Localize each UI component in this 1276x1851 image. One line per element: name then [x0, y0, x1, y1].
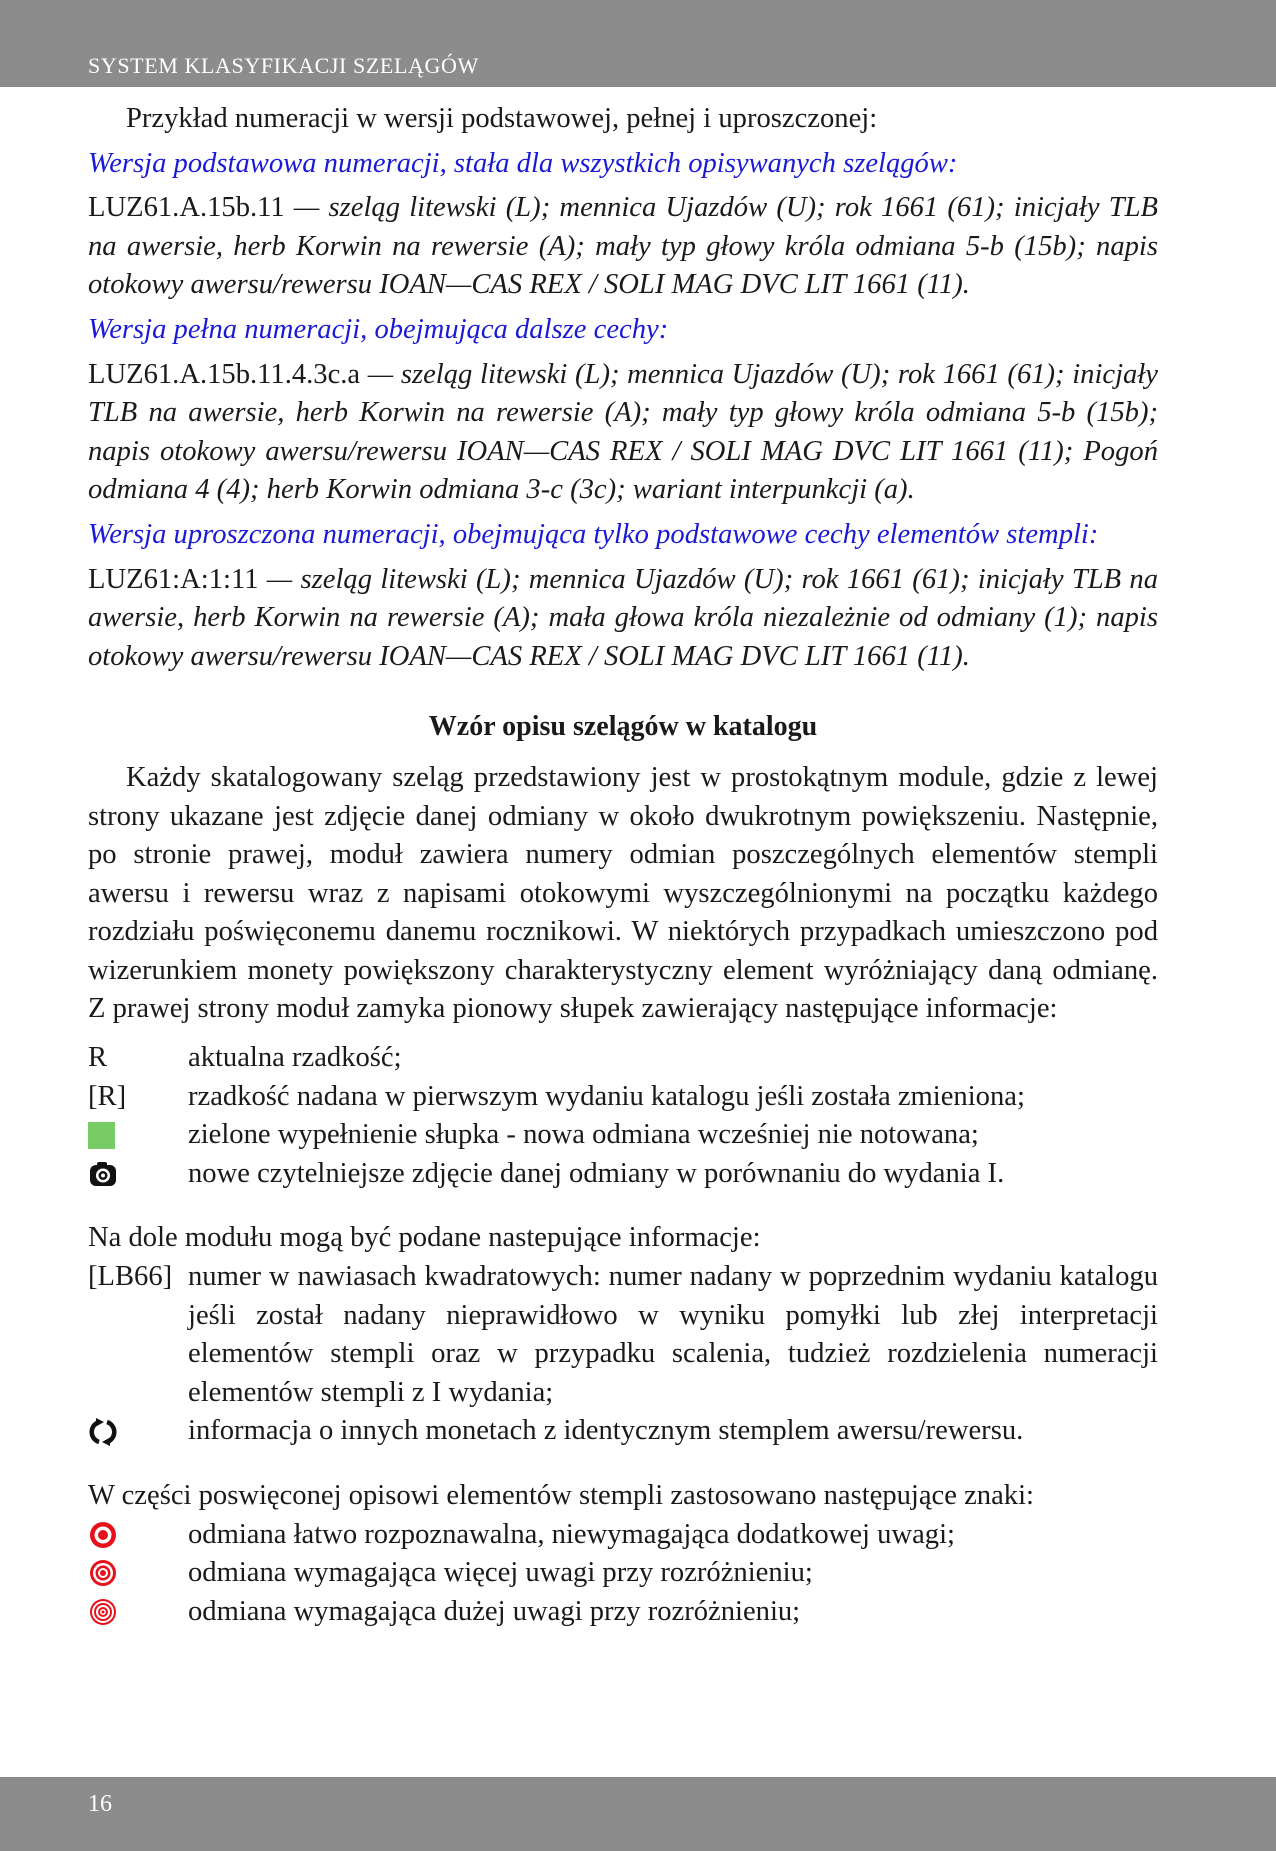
legend-text: aktualna rzadkość;: [188, 1042, 402, 1074]
example-basic: [88, 189, 1158, 305]
example-code: LUZ61:A:1:11: [88, 563, 259, 595]
legend-row: [88, 1258, 1158, 1412]
legend-text: informacja o innych monetach z identycznym stemplem awersu/rewersu.: [188, 1415, 1024, 1447]
section-heading: Wzór opisu szelągów w katalogu: [428, 711, 818, 743]
legend-symbol: [R]: [88, 1080, 127, 1112]
legend-row: [88, 1554, 1158, 1593]
page-header: [0, 0, 1276, 87]
signs-list: [88, 1516, 1158, 1632]
legend-text: numer w nawiasach kwadratowych: numer nadany w poprzednim wydaniu katalogu jeśli został nadany nieprawidłowo w wyniku pomyłki lub złej interpretacji elementów stempli oraz w przypadku scalenia, tudzież rozdzielenia numeracji elementów stempli z I wydania;: [188, 1261, 1158, 1408]
legend-column-info: [88, 1039, 1158, 1193]
bottom-intro: Na dole modułu mogą być podane nastepujące informacje:: [88, 1222, 761, 1254]
example-title-basic: Wersja podstawowa numeracji, stała dla wszystkich opisywanych szelągów:: [88, 147, 958, 179]
example-description: — szeląg litewski (L); mennica Ujazdów (U); rok 1661 (61); inicjały TLB na awersie, herb Korwin na rewersie (A); mały typ głowy króla odmiana 5-b (15b); napis otokowy awersu/rewersu IOAN—CAS REX / SOLI MAG DVC LIT 1661 (11).: [88, 192, 1158, 301]
example-code: LUZ61.A.15b.11: [88, 192, 285, 224]
example-description: — szeląg litewski (L); mennica Ujazdów (U); rok 1661 (61); inicjały TLB na awersie, herb Korwin na rewersie (A); mała głowa króla niezależnie od odmiany (1); napis otokowy awersu/rewersu IOAN—CAS REX / SOLI MAG DVC LIT 1661 (11).: [88, 563, 1158, 672]
page-content: [88, 100, 1158, 1631]
example-title-full: Wersja pełna numeracji, obejmująca dalsze cechy:: [88, 313, 669, 345]
example-description: — szeląg litewski (L); mennica Ujazdów (U); rok 1661 (61); inicjały TLB na awersie, herb Korwin na rewersie (A); mały typ głowy króla odmiana 5-b (15b); napis otokowy awersu/rewersu IOAN—CAS REX / SOLI MAG DVC LIT 1661 (11); Pogoń odmiana 4 (4); herb Korwin odmiana 3-c (3c); wariant interpunkcji (a).: [88, 358, 1158, 506]
target-three-rings-icon: [88, 1597, 118, 1627]
target-two-rings-icon: [88, 1558, 118, 1588]
cycle-arrows-icon: [88, 1417, 118, 1447]
example-title-simplified: Wersja uproszczona numeracji, obejmująca tylko podstawowe cechy elementów stempli:: [88, 518, 1099, 550]
legend-text: nowe czytelniejsze zdjęcie danej odmiany w porównaniu do wydania I.: [188, 1157, 1005, 1189]
legend-row: [88, 1155, 1158, 1194]
legend-text: odmiana łatwo rozpoznawalna, niewymagająca dodatkowej uwagi;: [188, 1518, 955, 1550]
running-title: SYSTEM KLASYFIKACJI SZELĄGÓW: [88, 53, 479, 78]
legend-text: odmiana wymagająca więcej uwagi przy rozróżnieniu;: [188, 1557, 813, 1589]
green-square-icon: [88, 1122, 115, 1149]
intro-line: Przykład numeracji w wersji podstawowej, pełnej i uproszczonej:: [126, 103, 878, 134]
camera-icon: [88, 1159, 118, 1189]
legend-symbol: R: [88, 1042, 108, 1074]
legend-row: [88, 1078, 1158, 1117]
legend-text: zielone wypełnienie słupka - nowa odmiana wcześniej nie notowana;: [188, 1119, 979, 1151]
legend-text: rzadkość nadana w pierwszym wydaniu katalogu jeśli została zmieniona;: [188, 1080, 1025, 1112]
example-simplified: [88, 561, 1158, 677]
legend-text: odmiana wymagająca dużej uwagi przy rozróżnieniu;: [188, 1595, 801, 1627]
legend-row: [88, 1412, 1158, 1451]
signs-intro: W części poswięconej opisowi elementów stempli zastosowano następujące znaki:: [88, 1480, 1034, 1511]
example-full: [88, 356, 1158, 510]
legend-row: [88, 1116, 1158, 1155]
section-paragraph: Każdy skatalogowany szeląg przedstawiony jest w prostokątnym module, gdzie z lewej strony ukazane jest zdjęcie danej odmiany w około dwukrotnym powiększeniu. Następnie, po stronie prawej, moduł zawiera numery odmian poszczególnych elementów stempli awersu i rewersu wraz z napisami otokowymi wyszczególnionymi na początku każdego rozdziału poświęconemu danemu rocznikowi. W niektórych przypadkach umieszczono pod wizerunkiem monety powiększony charakterystyczny element wyróżniający daną odmianę. Z prawej strony moduł zamyka pionowy słupek zawierający następujące informacje:: [88, 761, 1158, 1025]
legend-symbol: [LB66]: [88, 1261, 173, 1293]
legend-module-bottom: [88, 1258, 1158, 1451]
legend-row: [88, 1593, 1158, 1632]
page-number: 16: [88, 1791, 112, 1817]
legend-row: [88, 1516, 1158, 1555]
page-footer: [0, 1777, 1276, 1851]
legend-row: [88, 1039, 1158, 1078]
target-one-ring-icon: [88, 1520, 118, 1550]
example-code: LUZ61.A.15b.11.4.3c.a: [88, 358, 361, 390]
